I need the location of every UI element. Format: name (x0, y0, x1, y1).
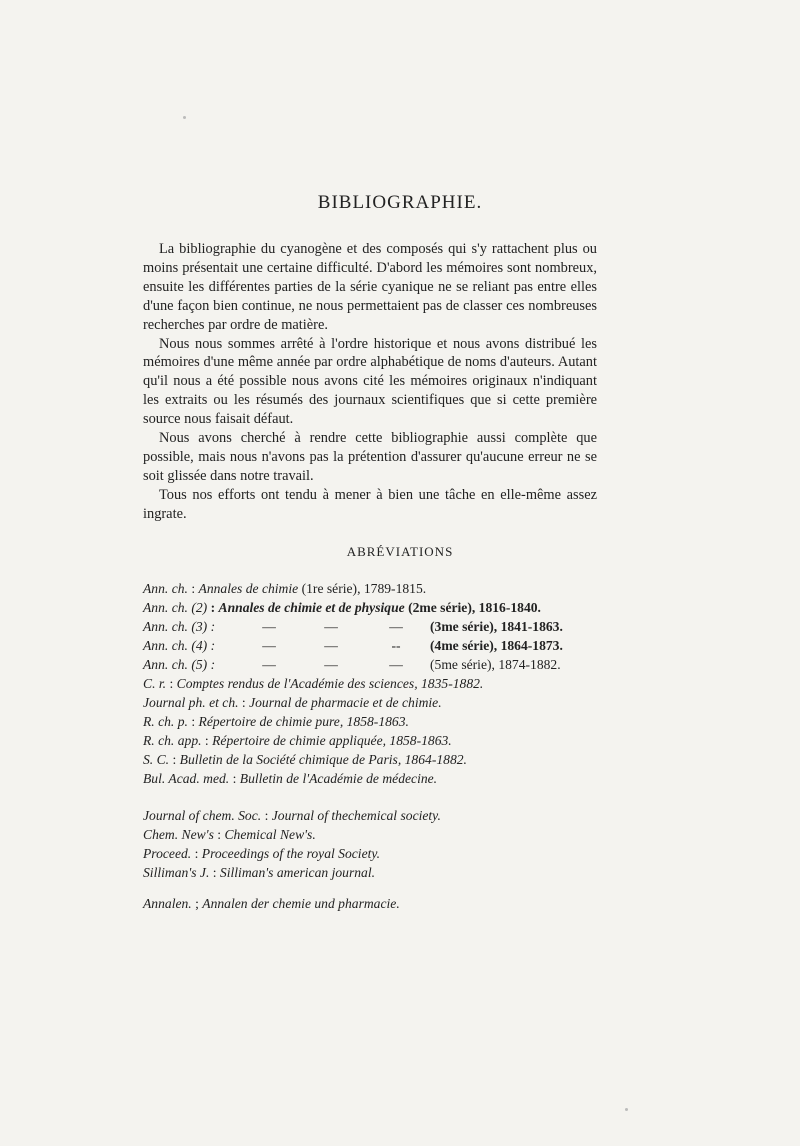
ditto-dash: — (262, 657, 276, 672)
abbr-code: Silliman's J. (143, 865, 210, 880)
abbr-full: Journal de pharmacie et de chimie. (249, 695, 442, 710)
abbr-series: (5me série), 1874-1882. (430, 657, 561, 672)
abbr-code: R. ch. p. (143, 714, 188, 729)
separator: : (191, 846, 202, 861)
abbr-series: (2me série), 1816-1840. (408, 600, 541, 615)
abbreviation-entry (143, 598, 603, 617)
abbr-series: (1re série), 1789-1815. (301, 581, 427, 596)
abbr-code: Ann. ch. (5) : (143, 657, 216, 672)
ditto-dash: -- (391, 638, 401, 653)
spacer (143, 788, 603, 806)
paragraph: Tous nos efforts ont tendu à mener à bien une tâche en elle-même assez ingrate. (143, 486, 597, 522)
paragraph: Nous nous sommes arrêté à l'ordre historique et nous avons distribué les mémoires d'une même année par ordre alphabétique de noms d'auteurs. Autant qu'il nous a été possible nous avons cité les mémoires originaux n'indiquant les extraits ou les résumés des journaux scientifiques que si cette première source nous faisait défaut. (143, 335, 597, 428)
abbreviation-entry (143, 636, 603, 655)
abbreviations-list (143, 579, 603, 913)
abbr-full: Proceedings of the royal Society. (201, 846, 381, 861)
paragraph: La bibliographie du cyanogène et des composés qui s'y rattachent plus ou moins présentait une certaine difficulté. D'abord les mémoires sont nombreux, ensuite les différentes parties de la série cyanique ne se reliant pas entre elles d'une façon bien continue, ne nous permettaient pas de classer ces nombreuses recherches par ordre de matière. (143, 241, 597, 333)
intro-text (143, 240, 597, 524)
abbreviation-entry (143, 750, 603, 769)
separator: : (166, 676, 177, 691)
abbr-code: C. r. (143, 676, 167, 691)
abbreviation-entry (143, 806, 603, 825)
page-title: BIBLIOGRAPHIE. (317, 192, 483, 213)
abbr-full: Annalen der chemie und pharmacie. (202, 896, 400, 911)
separator: : (209, 865, 220, 880)
abbreviation-entry (143, 863, 603, 882)
abbr-code: R. ch. app. (143, 733, 202, 748)
abbr-code: Chem. New's (143, 827, 214, 842)
abbr-code: Proceed. (143, 846, 192, 861)
ditto-dash: — (389, 657, 403, 672)
ditto-dash: — (262, 638, 276, 653)
spacer (143, 882, 603, 894)
separator: ; (191, 896, 203, 911)
ditto-dash: — (389, 619, 403, 634)
abbr-series: (3me série), 1841-1863. (430, 619, 563, 634)
abbr-full: Chemical New's. (224, 827, 316, 842)
abbr-series: (4me série), 1864-1873. (430, 638, 563, 653)
abbr-code: Bul. Acad. med. (143, 771, 230, 786)
abbr-code: Ann. ch. (4) : (143, 638, 216, 653)
abbr-code: Annalen. (143, 896, 192, 911)
abbr-code: Journal ph. et ch. (143, 695, 239, 710)
abbr-full: Bulletin de la Société chimique de Paris, 1864-1882. (179, 752, 467, 767)
paragraph: Nous avons cherché à rendre cette bibliographie aussi complète que possible, mais nous n'avons pas la prétention d'assurer qu'aucune erreur ne se soit glissée dans notre travail. (143, 430, 597, 484)
abbreviation-entry (143, 617, 603, 636)
separator: : (201, 733, 213, 748)
abbreviation-entry (143, 825, 603, 844)
abbr-full: Répertoire de chimie appliquée, 1858-1863. (212, 733, 452, 748)
abbr-full: Journal of thechemical society. (271, 808, 441, 823)
abbr-code: Journal of chem. Soc. (143, 808, 262, 823)
ditto-dash: — (324, 619, 338, 634)
separator: : (213, 827, 225, 842)
separator: : (169, 752, 180, 767)
print-speck (183, 116, 186, 119)
abbreviation-entry (143, 579, 603, 598)
abbr-full: Annales de chimie et de physique (218, 600, 405, 615)
abbr-code: Ann. ch. (143, 581, 188, 596)
abbreviation-entry (143, 769, 603, 788)
abbr-code: Ann. ch. (2) (143, 600, 208, 615)
separator: : (187, 581, 199, 596)
abbr-full: Silliman's american journal. (219, 865, 376, 880)
abbr-full: Comptes rendus de l'Académie des sciences, 1835-1882. (176, 676, 484, 691)
abbr-full: Bulletin de l'Académie de médecine. (239, 771, 438, 786)
separator: : (238, 695, 250, 710)
abbreviations-heading: ABRÉVIATIONS (346, 544, 454, 559)
abbreviation-entry (143, 844, 603, 863)
separator: : (261, 808, 272, 823)
abbreviation-entry (143, 894, 603, 913)
ditto-dash: — (262, 619, 276, 634)
abbr-code: S. C. (143, 752, 170, 767)
abbreviation-entry (143, 712, 603, 731)
separator: : (229, 771, 240, 786)
separator: : (207, 600, 219, 615)
ditto-dash: — (324, 638, 338, 653)
abbreviation-entry (143, 693, 603, 712)
abbreviation-entry (143, 655, 603, 674)
ditto-dash: — (324, 657, 338, 672)
abbreviation-entry (143, 731, 603, 750)
abbr-full: Répertoire de chimie pure, 1858-1863. (198, 714, 409, 729)
separator: : (187, 714, 199, 729)
abbr-code: Ann. ch. (3) : (143, 619, 216, 634)
print-speck (625, 1108, 628, 1111)
abbr-full: Annales de chimie (198, 581, 299, 596)
abbreviation-entry (143, 674, 603, 693)
